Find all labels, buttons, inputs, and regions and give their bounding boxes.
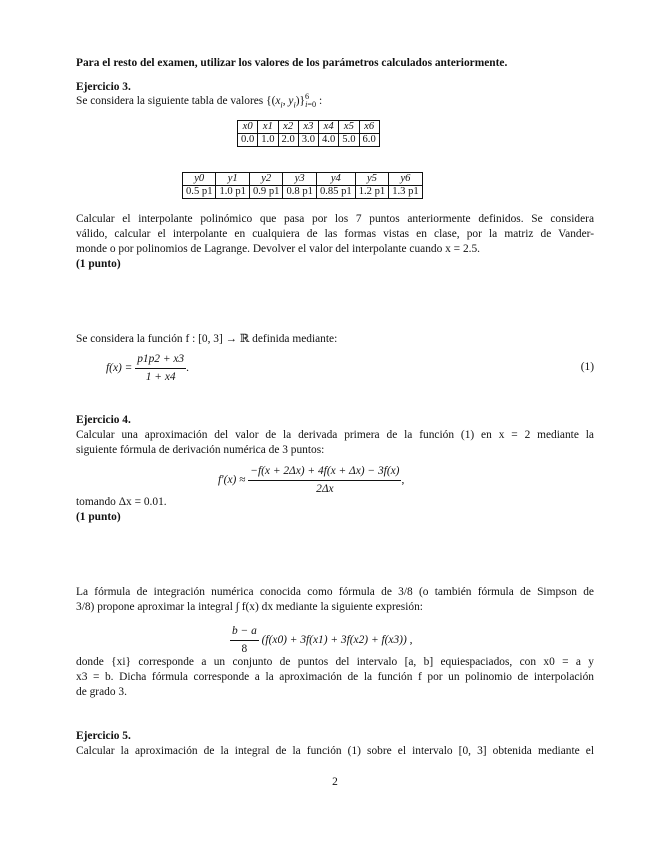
- ex3-body-line-1: Calcular el interpolante polinómico que pasa por los 7 puntos anteriormente definidos. Se considera: [76, 213, 594, 225]
- simpson-line-5: de grado 3.: [76, 686, 127, 698]
- ex3-table-intro: Se considera la siguiente tabla de valores {($x_i$, $y_i)\}^6_{i=0}$ :: [76, 92, 323, 110]
- x-value-1: 1.0: [258, 134, 278, 147]
- x-header-6: x6: [359, 121, 379, 134]
- function-fraction: $\frac{p1p2 + x3}{1 + x4}$: [137, 353, 185, 383]
- exam-page: [76, 0, 594, 848]
- y-values-table: [182, 172, 423, 199]
- ex4-title: Ejercicio 4.: [76, 414, 131, 426]
- x-value-4: 4.0: [319, 134, 339, 147]
- x-header-2: x2: [278, 121, 298, 134]
- y-value-5: 1.2 p1: [355, 186, 388, 199]
- x-value-3: 3.0: [298, 134, 318, 147]
- ex4-body-line-1: Calcular una aproximación del valor de la derivada primera de la función (1) en x = 2 mediante la: [76, 429, 594, 441]
- simpson-formula: $\frac{b - a}{8}$ (f(x0) + 3f(x1) + 3f(x2) + f(x3)) ,: [232, 625, 413, 655]
- x-value-5: 5.0: [339, 134, 359, 147]
- simpson-line-4: x3 = b. Dicha fórmula corresponde a la aproximación de la función f por un polinomio de interpolación: [76, 671, 594, 683]
- y-header-4: y4: [316, 173, 355, 186]
- x-header-3: x3: [298, 121, 318, 134]
- ex5-title: Ejercicio 5.: [76, 730, 131, 742]
- y-value-3: 0.8 p1: [283, 186, 316, 199]
- simpson-line-1: La fórmula de integración numérica conocida como fórmula de 3/8 (o también fórmula de Simpson de: [76, 586, 594, 598]
- function-definition: f(x) = $\frac{p1p2 + x3}{1 + x4}$ .: [106, 353, 189, 383]
- ex4-dx: tomando Δx = 0.01.: [76, 496, 167, 508]
- y-value-6: 1.3 p1: [389, 186, 422, 199]
- x-header-4: x4: [319, 121, 339, 134]
- y-header-2: y2: [249, 173, 282, 186]
- y-header-6: y6: [389, 173, 422, 186]
- x-value-0: 0.0: [238, 134, 258, 147]
- page-number: 2: [332, 776, 338, 788]
- y-header-0: y0: [183, 173, 216, 186]
- derivative-formula: f′(x) ≈ $\frac{-f(x + 2\Delta x) + 4f(x + \Delta x) - 3f(x)}{2\Delta x}$ ,: [218, 465, 405, 495]
- ex3-body-line-2: válido, calcular el interpolante en cualquiera de las formas vistas en clase, por la matriz de Vander-: [76, 228, 594, 240]
- y-value-1: 1.0 p1: [216, 186, 249, 199]
- y-value-2: 0.9 p1: [249, 186, 282, 199]
- y-value-4: 0.85 p1: [316, 186, 355, 199]
- equation-number: (1): [580, 361, 594, 373]
- y-header-3: y3: [283, 173, 316, 186]
- x-header-0: x0: [238, 121, 258, 134]
- derivative-fraction: $\frac{-f(x + 2\Delta x) + 4f(x + \Delta x) - 3f(x)}{2\Delta x}$: [250, 465, 400, 495]
- intro-text: Para el resto del examen, utilizar los valores de los parámetros calculados anteriormente.: [76, 57, 508, 69]
- simpson-line-2: 3/8) propone aproximar la integral ∫ f(x) dx mediante la siguiente expresión:: [76, 601, 423, 613]
- ex4-body-line-2: siguiente fórmula de derivación numérica de 3 puntos:: [76, 444, 325, 456]
- simpson-fraction: $\frac{b - a}{8}$: [232, 625, 257, 655]
- x-values-table: [237, 120, 380, 147]
- ex3-points: (1 punto): [76, 258, 121, 270]
- ex3-title: Ejercicio 3.: [76, 81, 131, 93]
- function-intro: Se considera la función f : [0, 3] → ℝ definida mediante:: [76, 333, 338, 345]
- ex3-body-line-3: monde o por polinomios de Lagrange. Devolver el valor del interpolante cuando x = 2.5.: [76, 243, 481, 255]
- x-value-2: 2.0: [278, 134, 298, 147]
- x-value-6: 6.0: [359, 134, 379, 147]
- x-header-1: x1: [258, 121, 278, 134]
- y-value-0: 0.5 p1: [183, 186, 216, 199]
- y-header-5: y5: [355, 173, 388, 186]
- ex5-body-line-1: Calcular la aproximación de la integral de la función (1) sobre el intervalo [0, 3] obtenida mediante el: [76, 745, 594, 757]
- simpson-line-3: donde {xi} corresponde a un conjunto de puntos del intervalo [a, b] equiespaciados, con x0 = a y: [76, 656, 594, 668]
- y-header-1: y1: [216, 173, 249, 186]
- ex4-points: (1 punto): [76, 511, 121, 523]
- x-header-5: x5: [339, 121, 359, 134]
